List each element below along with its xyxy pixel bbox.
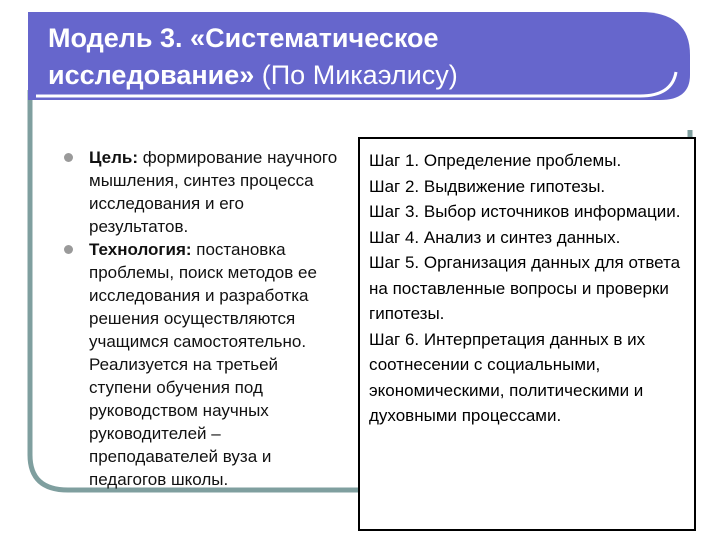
bullet-technology	[64, 238, 344, 491]
title-line-2: исследование» (По Микаэлису)	[48, 60, 458, 90]
bullet-dot-icon	[64, 153, 73, 162]
bullet-dot-icon	[64, 245, 73, 254]
step-5: Шаг 5. Организация данных для ответа на поставленные вопросы и проверки гипотезы.	[369, 253, 681, 323]
bullet-goal-label: Цель:	[89, 148, 138, 167]
bullet-technology-label: Технология:	[89, 240, 192, 259]
steps-box	[358, 137, 696, 531]
bullet-technology-text: постановка проблемы, поиск методов ее исследования и разработка решения осуществляются учащимся самостоятельно. Реализуется на третьей ступени обучения под руководством научных руководителей – преподавателей вуза и педагогов школы.	[89, 240, 317, 489]
bullet-goal-text: формирование научного мышления, синтез процесса исследования и его результатов.	[89, 148, 338, 236]
step-1: Шаг 1. Определение проблемы.	[369, 151, 622, 170]
title-line-1: Модель 3. «Систематическое	[48, 23, 439, 53]
step-2: Шаг 2. Выдвижение гипотезы.	[369, 176, 606, 196]
bullet-goal	[64, 146, 344, 238]
step-4: Шаг 4. Анализ и синтез данных.	[369, 227, 621, 247]
bullet-list	[64, 146, 344, 491]
slide-title	[48, 20, 648, 94]
step-6: Шаг 6. Интерпретация данных в их соотнесении с социальными, экономическими, политическими и духовными процессами.	[369, 329, 646, 425]
step-3: Шаг 3. Выбор источников информации.	[369, 202, 681, 221]
